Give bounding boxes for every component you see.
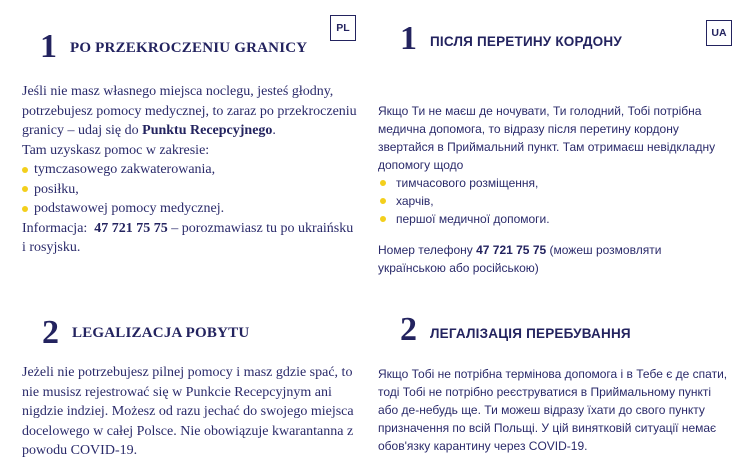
- bullet-dot-icon: [22, 186, 28, 192]
- pl-language-badge: PL: [330, 15, 356, 41]
- pl-reception-point: Punktu Recepcyjnego: [142, 123, 273, 138]
- ua-phone-line: Номер телефону 47 721 75 75 (можеш розмовляти українською або російською): [378, 243, 662, 275]
- ua-bullet-item: харчів,: [378, 192, 730, 210]
- bullet-dot-icon: [380, 198, 386, 204]
- pl-section-1-title: PO PRZEKROCZENIU GRANICY: [70, 40, 308, 56]
- bullet-dot-icon: [22, 167, 28, 173]
- ua-section-1-title: ПІСЛЯ ПЕРЕТИНУ КОРДОНУ: [430, 34, 622, 49]
- pl-section-2-number: 2: [42, 314, 59, 351]
- ua-bullet-item: тимчасового розміщення,: [378, 174, 730, 192]
- ua-section-2-body: Якщо Тобі не потрібна термінова допомога і в Тебе є де спати, тоді Тобі не потрібно реєструватися в Приймальному пункті або де-небудь ще. Ти можеш відразу їхати до свого пункту призначення по всій Польщі. У цій винятковій ситуації немає обов'язку карантину через COVID-19.: [378, 367, 728, 453]
- pl-phone-number: 47 721 75 75: [94, 220, 168, 236]
- bullet-dot-icon: [380, 180, 386, 186]
- pl-info-line: Informacja: 47 721 75 75 – porozmawiasz tu po ukraińsku i rosyjsku.: [22, 220, 354, 255]
- bullet-dot-icon: [22, 206, 28, 212]
- pl-intro: Jeśli nie masz własnego miejsca noclegu, jesteś głodny, potrzebujesz pomocy medycznej, to zaraz po przekroczeniu granicy – udaj się do Punktu Recepcyjnego.: [22, 84, 357, 138]
- bullet-dot-icon: [380, 216, 386, 222]
- ua-intro: Якщо Ти не маєш де ночувати, Ти голодний, Тобі потрібна медична допомога, то відразу після перетину кордону звертайся в Приймальний пункт. Там отримаєш невідкладну допомогу щодо: [378, 104, 716, 172]
- pl-section-1-number: 1: [40, 28, 57, 65]
- ua-phone-number: 47 721 75 75: [476, 243, 547, 257]
- pl-section-1-body: [22, 82, 357, 258]
- pl-section-2-title: LEGALIZACJA POBYTU: [72, 325, 250, 341]
- ua-section-1-number: 1: [400, 20, 417, 57]
- ua-language-badge: UA: [706, 20, 732, 46]
- pl-help-line: Tam uzyskasz pomoc w zakresie:: [22, 142, 210, 158]
- ua-section-1-body: [378, 102, 730, 228]
- ua-section-2-title: ЛЕГАЛІЗАЦІЯ ПЕРЕБУВАННЯ: [430, 326, 631, 341]
- pl-bullet-item: posiłku,: [22, 180, 357, 200]
- ua-bullet-item: першої медичної допомоги.: [378, 210, 730, 228]
- pl-bullet-item: tymczasowego zakwaterowania,: [22, 160, 357, 180]
- pl-bullet-item: podstawowej pomocy medycznej.: [22, 199, 357, 219]
- pl-section-2-body: Jeżeli nie potrzebujesz pilnej pomocy i masz gdzie spać, to nie musisz rejestrować się w Punkcie Recepcyjnym ani nigdzie indziej. Możesz od razu jechać do swojego miejsca docelowego w całej Polsce. Nie obowiązuje kwarantanna z powodu COVID-19.: [22, 365, 354, 458]
- ua-section-2-number: 2: [400, 311, 417, 348]
